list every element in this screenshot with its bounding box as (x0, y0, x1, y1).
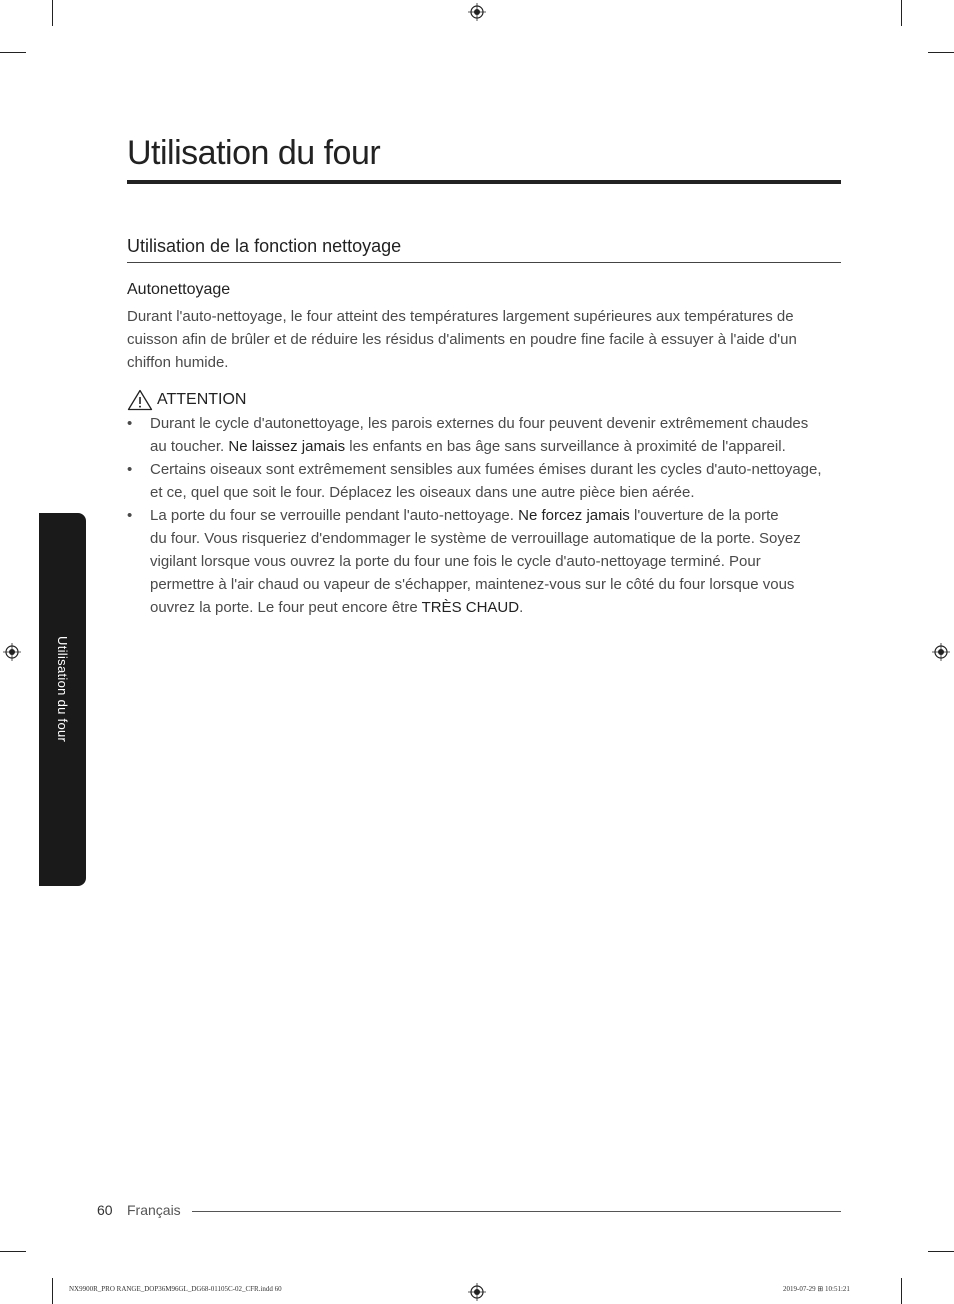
crop-mark (52, 0, 53, 26)
title-divider (127, 180, 841, 184)
subsection-title: Autonettoyage (127, 281, 231, 298)
attention-heading (127, 389, 246, 411)
print-slug-file: NX9900R_PRO RANGE_DOP36M96GL_DG68-01105C-02_CFR.indd 60 (69, 1285, 282, 1293)
page-number: 60 (97, 1202, 113, 1218)
crop-mark (901, 1278, 902, 1304)
intro-line: chiffon humide. (127, 354, 229, 371)
page-title: Utilisation du four (127, 134, 381, 172)
warning-triangle-icon (127, 389, 153, 411)
attention-label: ATTENTION (157, 391, 247, 408)
emphasis-text: Ne laissez jamais (228, 438, 346, 455)
intro-paragraph (127, 305, 841, 374)
caution-list (127, 412, 841, 619)
bullet-icon: • (127, 461, 133, 478)
registration-mark-icon (932, 643, 950, 661)
crop-mark (52, 1278, 53, 1304)
crop-mark (0, 1251, 26, 1252)
section-title: Utilisation de la fonction nettoyage (127, 236, 402, 256)
section-divider (127, 262, 841, 263)
registration-mark-icon (468, 3, 486, 21)
list-item: • La porte du four se verrouille pendant l'auto-nettoyage. Ne forcez jamais l'ouverture de la porte du four. Vous risqueriez d'endommager le système de verrouillage automatique de la porte. Soyez vigilant lorsque vous ouvrez la porte du four une fois le cycle d'auto-nettoyage terminé. Pour permettre à l'air chaud ou vapeur de s'échapper, maintenez-vous sur le côté du four lorsque vous ouvrez la porte. Le four peut encore être TRÈS CHAUD. (127, 504, 841, 619)
print-slug-timestamp: 2019-07-29 ⊞ 10:51:21 (783, 1285, 850, 1293)
footer-divider (192, 1211, 841, 1212)
registration-mark-icon (3, 643, 21, 661)
intro-line: cuisson afin de brûler et de réduire les résidus d'aliments en poudre fine facile à essuyer à l'aide d'un (127, 331, 797, 348)
registration-mark-icon (468, 1283, 486, 1301)
crop-mark (901, 0, 902, 26)
chapter-side-tab-label: Utilisation du four (55, 636, 70, 743)
bullet-icon: • (127, 507, 133, 524)
emphasis-text: TRÈS CHAUD (421, 599, 520, 616)
footer-language: Français (127, 1202, 181, 1218)
list-item: • Certains oiseaux sont extrêmement sensibles aux fumées émises durant les cycles d'auto-nettoyage, et ce, quel que soit le four. Déplacez les oiseaux dans une autre pièce bien aérée. (127, 458, 841, 504)
crop-mark (0, 52, 26, 53)
list-item: • Durant le cycle d'autonettoyage, les parois externes du four peuvent devenir extrêmement chaudes au toucher. Ne laissez jamais les enfants en bas âge sans surveillance à proximité de l'appareil. (127, 412, 841, 458)
crop-mark (928, 52, 954, 53)
emphasis-text: Ne forcez jamais (518, 507, 630, 524)
bullet-icon: • (127, 415, 133, 432)
intro-line: Durant l'auto-nettoyage, le four atteint des températures largement supérieures aux températures de (127, 308, 794, 325)
crop-mark (928, 1251, 954, 1252)
